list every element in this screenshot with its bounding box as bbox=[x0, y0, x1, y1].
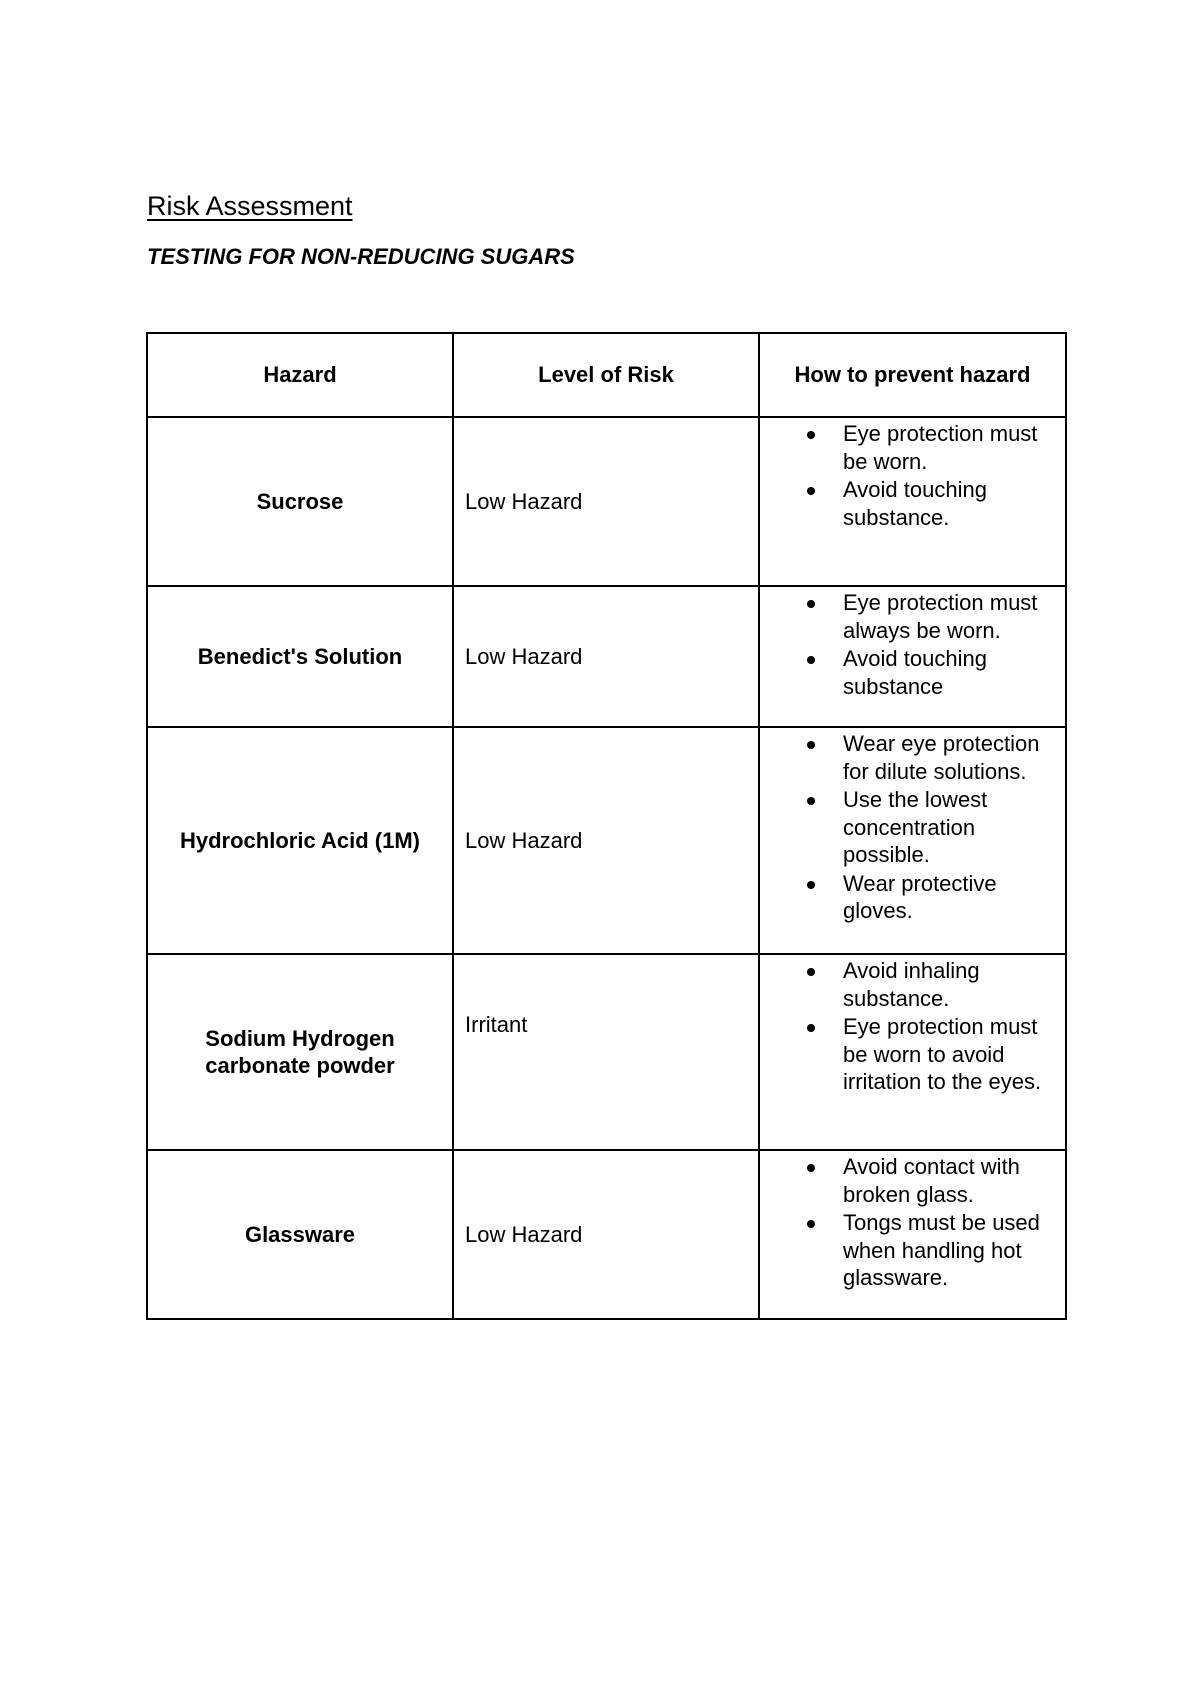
bullet-icon bbox=[807, 600, 815, 608]
prevention-text: Avoid touching substance bbox=[843, 646, 987, 699]
bullet-icon bbox=[807, 1024, 815, 1032]
prevention-item bbox=[760, 1209, 1059, 1292]
table-row bbox=[147, 727, 1066, 954]
prevention-list bbox=[760, 420, 1059, 531]
bullet-icon bbox=[807, 431, 815, 439]
prevention-item bbox=[760, 870, 1059, 925]
prevention-cell bbox=[759, 586, 1066, 727]
hazard-name: Glassware bbox=[147, 1150, 453, 1319]
prevention-item bbox=[760, 786, 1059, 869]
prevention-text: Use the lowest concentration possible. bbox=[843, 787, 988, 867]
bullet-icon bbox=[807, 1220, 815, 1228]
table-row bbox=[147, 417, 1066, 586]
prevention-list bbox=[760, 957, 1059, 1096]
bullet-icon bbox=[807, 968, 815, 976]
prevention-text: Avoid contact with broken glass. bbox=[843, 1154, 1020, 1207]
prevention-item bbox=[760, 957, 1059, 1012]
risk-level: Irritant bbox=[453, 954, 759, 1150]
prevention-item bbox=[760, 645, 1059, 700]
prevention-text: Wear eye protection for dilute solutions. bbox=[843, 731, 1040, 784]
prevention-item bbox=[760, 420, 1059, 475]
prevention-text: Avoid touching substance. bbox=[843, 477, 987, 530]
risk-assessment-table bbox=[146, 332, 1067, 1320]
document-subtitle: TESTING FOR NON-REDUCING SUGARS bbox=[147, 244, 575, 269]
prevention-list bbox=[760, 1153, 1059, 1292]
prevention-item bbox=[760, 476, 1059, 531]
prevention-cell bbox=[759, 954, 1066, 1150]
bullet-icon bbox=[807, 1164, 815, 1172]
hazard-name: Hydrochloric Acid (1M) bbox=[147, 727, 453, 954]
header-prevention: How to prevent hazard bbox=[759, 333, 1066, 417]
bullet-icon bbox=[807, 487, 815, 495]
prevention-text: Eye protection must be worn to avoid irritation to the eyes. bbox=[843, 1014, 1042, 1094]
hazard-name: Benedict's Solution bbox=[147, 586, 453, 727]
header-level-of-risk: Level of Risk bbox=[453, 333, 759, 417]
prevention-cell bbox=[759, 727, 1066, 954]
prevention-item bbox=[760, 1153, 1059, 1208]
hazard-name: Sucrose bbox=[147, 417, 453, 586]
risk-level: Low Hazard bbox=[453, 417, 759, 586]
bullet-icon bbox=[807, 741, 815, 749]
prevention-text: Eye protection must always be worn. bbox=[843, 590, 1038, 643]
risk-level: Low Hazard bbox=[453, 1150, 759, 1319]
bullet-icon bbox=[807, 656, 815, 664]
prevention-item bbox=[760, 589, 1059, 644]
prevention-cell bbox=[759, 417, 1066, 586]
table-header-row bbox=[147, 333, 1066, 417]
prevention-list bbox=[760, 589, 1059, 700]
prevention-text: Eye protection must be worn. bbox=[843, 421, 1038, 474]
risk-level: Low Hazard bbox=[453, 586, 759, 727]
bullet-icon bbox=[807, 797, 815, 805]
prevention-item bbox=[760, 1013, 1059, 1096]
prevention-cell bbox=[759, 1150, 1066, 1319]
header-hazard: Hazard bbox=[147, 333, 453, 417]
table-row bbox=[147, 586, 1066, 727]
prevention-text: Wear protective gloves. bbox=[843, 870, 997, 923]
table-row bbox=[147, 954, 1066, 1150]
prevention-item bbox=[760, 730, 1059, 785]
document-title: Risk Assessment bbox=[147, 191, 353, 221]
bullet-icon bbox=[807, 881, 815, 889]
prevention-text: Avoid inhaling substance. bbox=[843, 958, 980, 1011]
table-row bbox=[147, 1150, 1066, 1319]
hazard-name: Sodium Hydrogen carbonate powder bbox=[147, 954, 453, 1150]
prevention-text: Tongs must be used when handling hot glassware. bbox=[843, 1210, 1040, 1290]
prevention-list bbox=[760, 730, 1059, 925]
risk-level: Low Hazard bbox=[453, 727, 759, 954]
